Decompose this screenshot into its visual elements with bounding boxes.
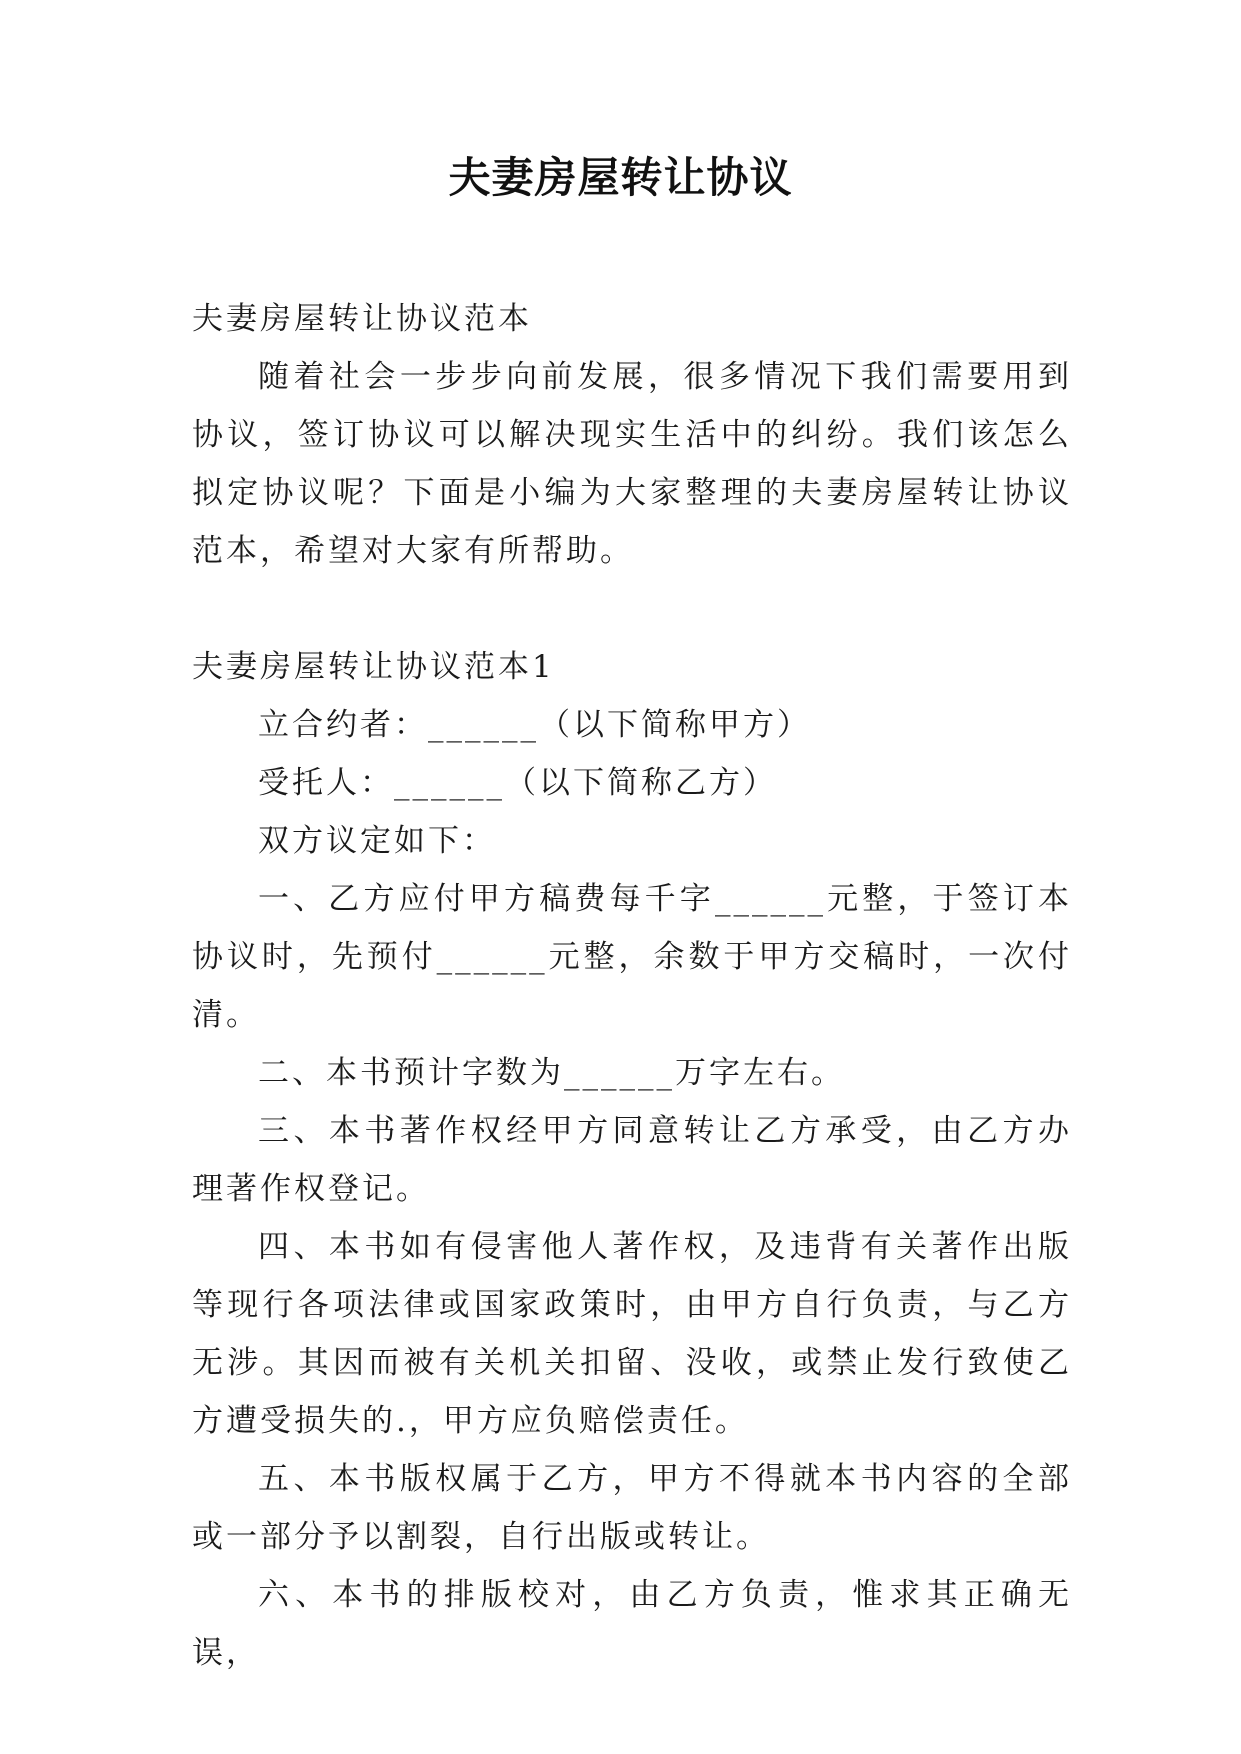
clause-1: 一、乙方应付甲方稿费每千字______元整，于签订本协议时，先预付______元整，余数于甲方交稿时，一次付清。	[192, 881, 1072, 1033]
intro-heading: 夫妻房屋转让协议范本	[192, 301, 532, 337]
party-a-line: 立合约者：______（以下简称甲方）	[258, 707, 811, 743]
document-body	[192, 290, 1072, 1682]
party-b-line: 受托人：______（以下简称乙方）	[258, 765, 777, 801]
clause-2: 二、本书预计字数为______万字左右。	[258, 1055, 845, 1091]
clause-4: 四、本书如有侵害他人著作权，及违背有关著作出版等现行各项法律或国家政策时，由甲方自行负责，与乙方无涉。其因而被有关机关扣留、没收，或禁止发行致使乙方遭受损失的.，甲方应负赔偿责任。	[192, 1229, 1072, 1439]
intro-paragraph: 随着社会一步步向前发展，很多情况下我们需要用到协议，签订协议可以解决现实生活中的纠纷。我们该怎么拟定协议呢？下面是小编为大家整理的夫妻房屋转让协议范本，希望对大家有所帮助。	[192, 359, 1072, 569]
clause-3: 三、本书著作权经甲方同意转让乙方承受，由乙方办理著作权登记。	[192, 1113, 1072, 1207]
section-spacer	[192, 580, 1072, 638]
agreement-intro: 双方议定如下：	[258, 823, 496, 859]
document-title: 夫妻房屋转让协议	[448, 153, 793, 202]
clause-5: 五、本书版权属于乙方，甲方不得就本书内容的全部或一部分予以割裂，自行出版或转让。	[192, 1461, 1072, 1555]
sample-heading: 夫妻房屋转让协议范本1	[192, 649, 555, 685]
clause-6: 六、本书的排版校对，由乙方负责，惟求其正确无误，	[192, 1577, 1072, 1671]
